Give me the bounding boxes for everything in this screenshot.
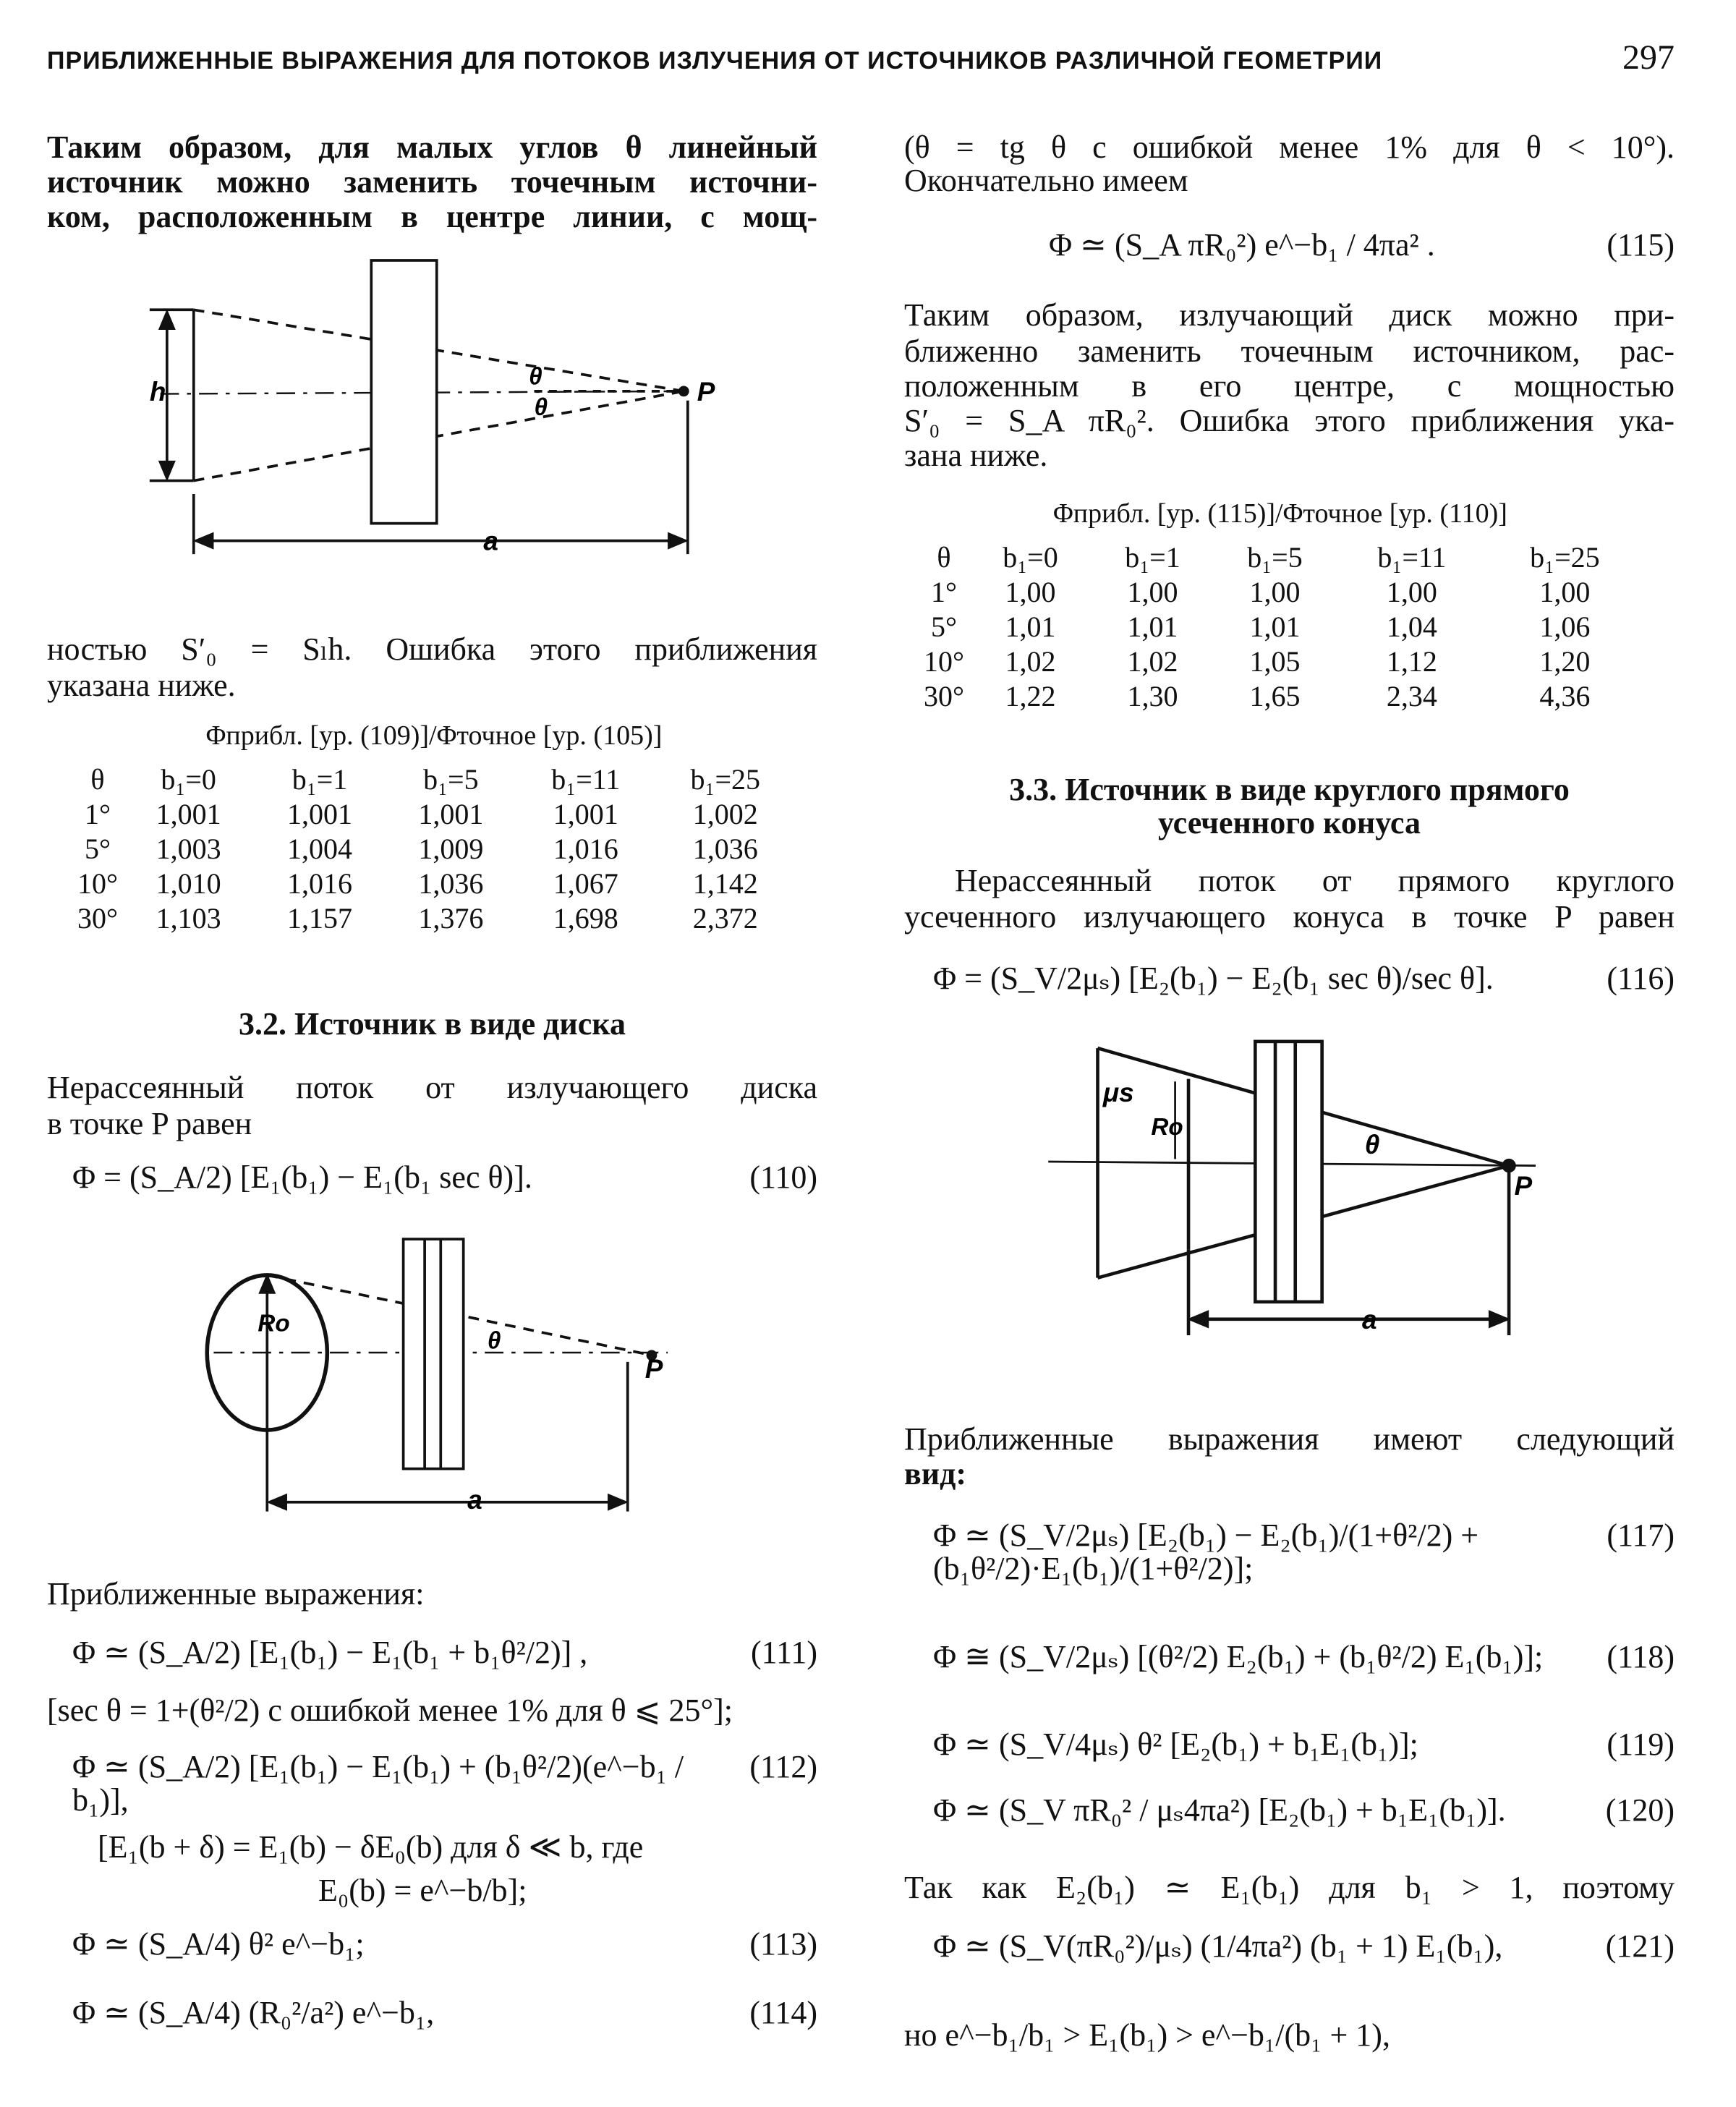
label-ro: Ro (258, 1310, 290, 1337)
table-cell: 1,22 (1005, 679, 1056, 712)
label-theta: θ (487, 1327, 501, 1355)
table-cell: 1,01 (1005, 610, 1056, 643)
text-line: Нерассеянный поток от излучающего диска (47, 1070, 817, 1105)
equation-number: (115) (1607, 227, 1675, 263)
text-line: Окончательно имеем (904, 163, 1188, 198)
text-line: S′₀ = S_A πR₀². Ошибка этого приближения ука- (904, 403, 1675, 438)
table-cell: 10° (924, 644, 964, 678)
table-cell: 1,001 (287, 797, 353, 830)
label-ro: Ro (1151, 1114, 1183, 1141)
table-cell: 1,067 (553, 867, 618, 900)
table-cell: 1,002 (692, 797, 758, 830)
equation-number: (116) (1607, 961, 1675, 996)
figure-line-source (150, 260, 688, 554)
equation-113: Φ ≃ (S_A/4) θ² e^−b₁; (72, 1926, 365, 1962)
table-cell: 1,016 (553, 832, 618, 865)
table-caption: Φприбл. [ур. (115)]/Φточное [ур. (110)] (1053, 498, 1507, 529)
equation-110: Φ = (S_A/2) [E₁(b₁) − E₁(b₁ sec θ)]. (72, 1159, 532, 1195)
page-number: 297 (1622, 38, 1675, 77)
equation-111: Φ ≃ (S_A/2) [E₁(b₁) − E₁(b₁ + b₁θ²/2)] , (72, 1635, 588, 1670)
intro-line: Таким образом, для малых углов θ линейный (47, 129, 817, 165)
equation-number: (112) (749, 1749, 817, 1784)
table-cell: 1° (931, 575, 957, 608)
table-cell: b₁=0 (1003, 540, 1058, 574)
label-h: h (149, 376, 166, 406)
table-cell: 1,003 (156, 832, 221, 865)
table-cell: 1,02 (1005, 644, 1056, 678)
equation-121: Φ ≃ (S_V(πR₀²)/μₛ) (1/4πa²) (b₁ + 1) E₁(b₁), (933, 1928, 1503, 1964)
text-line: Приближенные выражения: (47, 1576, 425, 1612)
table-cell: 1,036 (418, 867, 484, 900)
label-p: P (1514, 1171, 1533, 1201)
table-cell: 1,001 (418, 797, 484, 830)
equation-112: Φ ≃ (S_A/2) [E₁(b₁) − E₁(b₁) + (b₁θ²/2)(e^−b₁ / b₁)], (72, 1749, 684, 1818)
intro-line: источник можно заменить точечным источни- (47, 164, 817, 200)
table-cell: b₁=5 (423, 762, 479, 796)
text-line: ностью S′₀ = Sₗh. Ошибка этого приближения (47, 631, 817, 667)
label-theta: θ (529, 363, 542, 391)
table-cell: 1,004 (287, 832, 353, 865)
equation-number: (119) (1607, 1727, 1675, 1762)
table-cell: 1,00 (1539, 575, 1591, 608)
table-cell: 1,00 (1386, 575, 1437, 608)
section-heading-3-3: усеченного конуса (1158, 805, 1421, 840)
table-cell: b₁=11 (1377, 540, 1447, 574)
text-line: Приближенные выражения имеют следующий (904, 1421, 1675, 1457)
table-cell: 5° (85, 832, 111, 865)
table-cell: 1,05 (1249, 644, 1301, 678)
text-line: вид: (904, 1456, 967, 1491)
table-cell: 1,00 (1249, 575, 1301, 608)
table-cell: b₁=25 (690, 762, 761, 796)
equation-number: (113) (749, 1926, 817, 1962)
section-heading-3-3: 3.3. Источник в виде круглого прямого (1009, 772, 1570, 807)
text-line: зана ниже. (904, 438, 1048, 473)
section-heading-3-2: 3.2. Источник в виде диска (238, 1006, 626, 1042)
text-line: ближенно заменить точечным источником, рас- (904, 333, 1675, 369)
text-line: но e^−b₁/b₁ > E₁(b₁) > e^−b₁/(b₁ + 1), (904, 2017, 1390, 2053)
table-cell: θ (937, 540, 951, 574)
table-cell: 5° (931, 610, 957, 643)
table-cell: b₁=11 (551, 762, 621, 796)
table-cell: 1,376 (418, 901, 484, 935)
table-cell: 1,103 (156, 901, 221, 935)
label-p: P (644, 1354, 663, 1384)
text-line: (θ = tg θ с ошибкой менее 1% для θ < 10°). (904, 129, 1675, 165)
label-mu-s: μs (1102, 1077, 1134, 1107)
label-theta: θ (534, 394, 548, 422)
equation-number: (117) (1607, 1518, 1675, 1553)
label-theta: θ (1364, 1129, 1380, 1159)
table-cell: 1,06 (1539, 610, 1591, 643)
equation-119: Φ ≃ (S_V/4μₛ) θ² [E₂(b₁) + b₁E₁(b₁)]; (933, 1727, 1418, 1762)
equation-number: (111) (750, 1635, 817, 1670)
table-cell: 1,04 (1386, 610, 1437, 643)
table-cell: 1,001 (156, 797, 221, 830)
text-line: Нерассеянный поток от прямого круглого (955, 863, 1675, 898)
text-line: положенным в его центре, с мощностью (904, 368, 1675, 404)
equation-117: Φ ≃ (S_V/2μₛ) [E₂(b₁) − E₂(b₁)/(1+θ²/2) + (b₁θ²/2)·E₁(b₁)/(1+θ²/2)]; (933, 1518, 1479, 1587)
table-cell: b₁=1 (292, 762, 348, 796)
text-line: в точке P равен (47, 1106, 252, 1141)
table-cell: 1,157 (287, 901, 353, 935)
equation-number: (114) (749, 1995, 817, 2030)
table-cell: 1,016 (287, 867, 353, 900)
table-cell: 1,142 (692, 867, 758, 900)
table-cell: 1,12 (1386, 644, 1437, 678)
equation-114: Φ ≃ (S_A/4) (R₀²/a²) e^−b₁, (72, 1995, 435, 2030)
table-cell: 1,30 (1127, 679, 1178, 712)
equation-number: (110) (749, 1159, 817, 1195)
table-cell: 1,01 (1249, 610, 1301, 643)
table-cell: 1,036 (692, 832, 758, 865)
text-line: E₀(b) = e^−b/b]; (318, 1873, 527, 1908)
figure-disk-source (207, 1239, 668, 1512)
table-cell: θ (90, 762, 105, 796)
equation-115: Φ ≃ (S_A πR₀²) e^−b₁ / 4πa² . (1049, 227, 1435, 263)
equation-118: Φ ≅ (S_V/2μₛ) [(θ²/2) E₂(b₁) + (b₁θ²/2) E₁(b₁)]; (933, 1639, 1544, 1674)
table-cell: 1,001 (553, 797, 618, 830)
table-cell: b₁=25 (1530, 540, 1600, 574)
table-cell: 1,02 (1127, 644, 1178, 678)
label-a: a (467, 1484, 482, 1515)
table-cell: 10° (77, 867, 118, 900)
table-cell: 1,009 (418, 832, 484, 865)
text-line: [E₁(b + δ) = E₁(b) − δE₀(b) для δ ≪ b, где (98, 1829, 644, 1865)
intro-line: ком, расположенным в центре линии, с мощ- (47, 199, 817, 234)
table-caption: Φприбл. [ур. (109)]/Φточное [ур. (105)] (205, 720, 663, 751)
table-cell: 2,372 (692, 901, 758, 935)
table-cell: b₁=0 (161, 762, 216, 796)
table-cell: 1,65 (1249, 679, 1301, 712)
equation-120: Φ ≃ (S_V πR₀² / μₛ4πa²) [E₂(b₁) + b₁E₁(b₁)]. (933, 1792, 1506, 1828)
equation-116: Φ = (S_V/2μₛ) [E₂(b₁) − E₂(b₁ sec θ)/sec θ]. (933, 961, 1494, 996)
table-cell: 30° (924, 679, 964, 712)
text-line: [sec θ = 1+(θ²/2) с ошибкой менее 1% для θ ⩽ 25°]; (47, 1693, 733, 1728)
text-line: Так как E₂(b₁) ≃ E₁(b₁) для b₁ > 1, поэтому (904, 1870, 1675, 1905)
table-cell: 1,20 (1539, 644, 1591, 678)
equation-number: (120) (1605, 1792, 1675, 1828)
equation-number: (121) (1605, 1928, 1675, 1964)
label-a: a (1362, 1304, 1377, 1335)
label-a: a (483, 526, 498, 556)
table-cell: 1,00 (1005, 575, 1056, 608)
header-title: ПРИБЛИЖЕННЫЕ ВЫРАЖЕНИЯ ДЛЯ ПОТОКОВ ИЗЛУЧЕНИЯ ОТ ИСТОЧНИКОВ РАЗЛИЧНОЙ ГЕОМЕТРИИ (47, 47, 1383, 75)
table-cell: 1,00 (1127, 575, 1178, 608)
table-cell: 1,010 (156, 867, 221, 900)
table-cell: 30° (77, 901, 118, 935)
table-cell: 1° (85, 797, 111, 830)
table-cell: 4,36 (1539, 679, 1591, 712)
table-cell: b₁=5 (1247, 540, 1303, 574)
table-cell: b₁=1 (1125, 540, 1180, 574)
text-line: усеченного излучающего конуса в точке P равен (904, 899, 1675, 935)
label-p: P (697, 376, 715, 406)
table-cell: 2,34 (1386, 679, 1437, 712)
table-cell: 1,01 (1127, 610, 1178, 643)
equation-number: (118) (1607, 1639, 1675, 1674)
text-line: Таким образом, излучающий диск можно при- (904, 297, 1675, 333)
text-line: указана ниже. (47, 668, 236, 703)
table-cell: 1,698 (553, 901, 618, 935)
